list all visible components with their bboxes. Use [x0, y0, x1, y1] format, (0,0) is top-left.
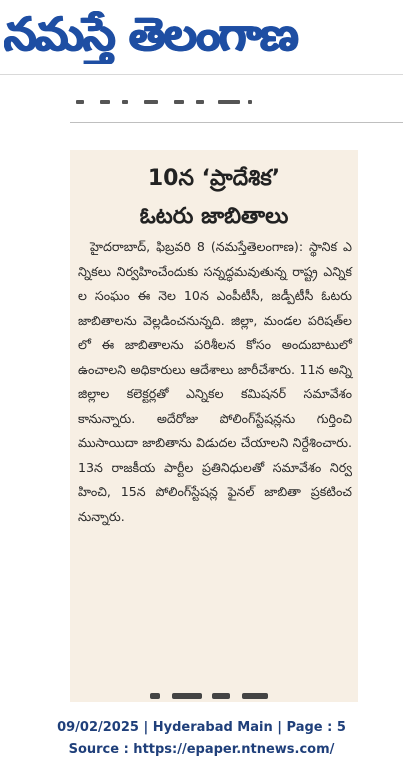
- headline-line-2: ఓటరు జాబితాలు: [139, 204, 289, 229]
- cropped-next-line: [150, 690, 280, 702]
- headline-line-1: 10న ‘ప్రాదేశిక’: [147, 166, 281, 191]
- edition-info: 09/02/2025 | Hyderabad Main | Page : 5: [57, 720, 346, 735]
- article-body: [78, 235, 352, 529]
- cropped-text-strip: [70, 94, 403, 110]
- masthead-divider: [0, 74, 403, 75]
- article-body-text: హైదరాబాద్, ఫిబ్రవరి 8 (నమస్తేతెలంగాణ): స్థానిక ఎన్నికలు నిర్వహించేందుకు సన్నద్ధమవుతున్న రాష్ట్ర ఎన్నికల సంఘం ఈ నెల 10న ఎంపీటీసీ, జడ్పీటీసీ ఓటరు జాబితాలను వెల్లడించనున్నది. జిల్లా, మండల పరిషత్‌లలో ఈ జాబితాలను పరిశీలన కోసం అందుబాటులో ఉంచాలని అధికారులు ఆదేశాలు జారీచేశారు. 11న అన్ని జిల్లాల కలెక్టర్లతో ఎన్నికల కమిషనర్ సమావేశం కానున్నారు. అదేరోజు పోలింగ్‌స్టేషన్లను గుర్తించి ముసాయిదా జాబితాను విడుదల చేయాలని నిర్దేశించారు. 13న రాజకీయ పార్టీల ప్రతినిధులతో సమావేశం నిర్వహించి, 15న పోలింగ్‌స్టేషన్ల ఫైనల్ జాబితా ప్రకటించనున్నారు.: [78, 239, 352, 524]
- column-divider: [70, 122, 403, 123]
- newspaper-logo: నమస్తే తెలంగాణ: [4, 7, 298, 61]
- source-link[interactable]: Source : https://epaper.ntnews.com/: [68, 742, 335, 757]
- news-clipping: [70, 150, 358, 702]
- masthead: [0, 0, 403, 92]
